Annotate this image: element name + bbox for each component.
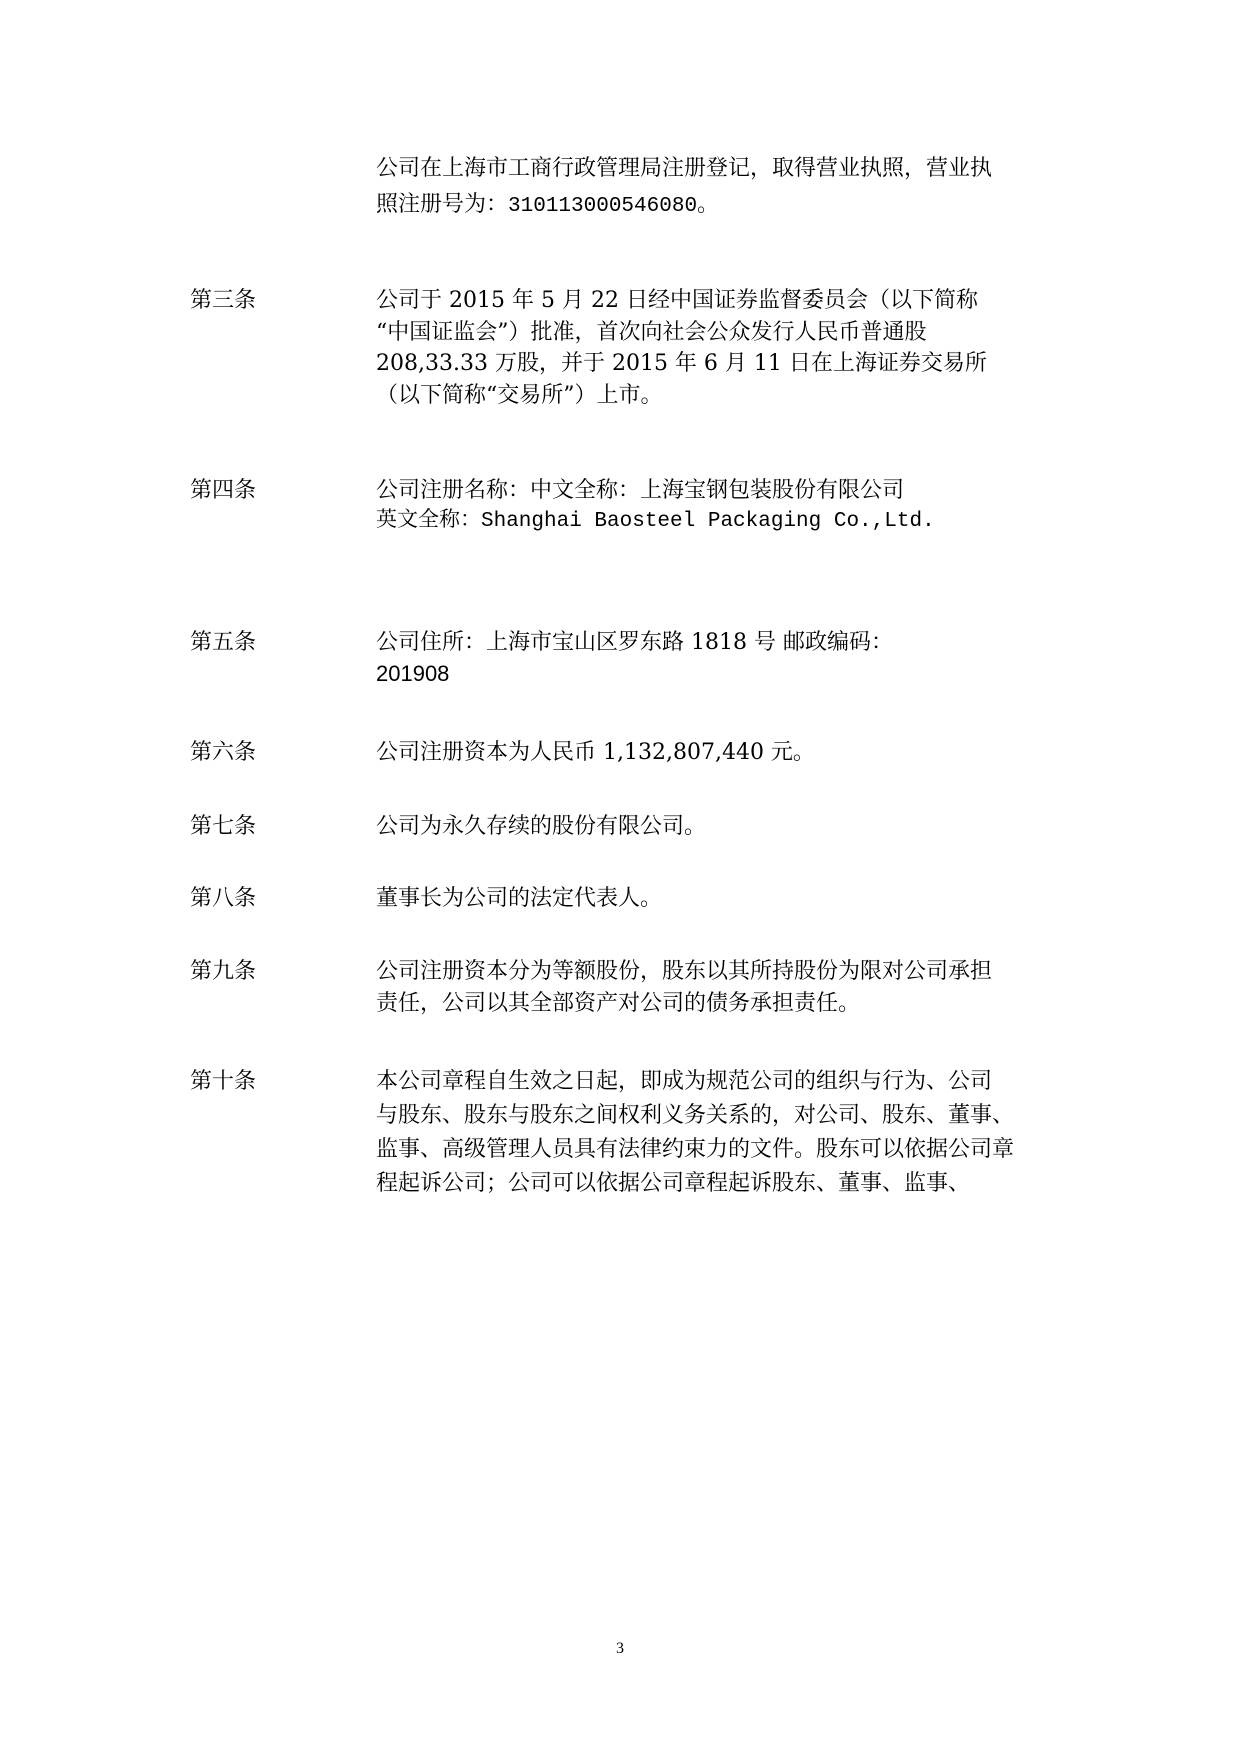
continuation-line-1: 公司在上海市工商行政管理局注册登记，取得营业执照，营业执 <box>376 156 993 181</box>
article-10-line-2: 与股东、股东与股东之间权利义务关系的，对公司、股东、董事、 <box>376 1103 1015 1128</box>
article-6-label: 第六条 <box>190 740 257 765</box>
article-5-label: 第五条 <box>190 630 257 655</box>
continuation-line-2 <box>376 188 719 224</box>
article-7-line-1: 公司为永久存续的股份有限公司。 <box>376 814 707 839</box>
article-3-label: 第三条 <box>190 288 257 313</box>
article-10-line-4: 程起诉公司；公司可以依据公司章程起诉股东、董事、监事、 <box>376 1171 971 1196</box>
article-9-line-2: 责任，公司以其全部资产对公司的债务承担责任。 <box>376 991 861 1016</box>
article-4-line-2: 英文全称：Shanghai Baosteel Packaging Co.,Ltd. <box>376 510 935 533</box>
article-5-line-2: 201908 <box>376 661 450 686</box>
article-3-line-3: 208,33.33 万股，并于 2015 年 6 月 11 日在上海证券交易所 <box>376 351 987 376</box>
article-6-line-1: 公司注册资本为人民币 1,132,807,440 元。 <box>376 740 815 765</box>
article-3-line-4: （以下简称“交易所”）上市。 <box>376 383 663 408</box>
page-number: 3 <box>616 1640 624 1657</box>
registration-suffix: 。 <box>697 192 720 217</box>
article-10-line-3: 监事、高级管理人员具有法律约束力的文件。股东可以依据公司章 <box>376 1137 1015 1162</box>
article-9-line-1: 公司注册资本分为等额股份，股东以其所持股份为限对公司承担 <box>376 959 993 984</box>
article-5-line-1: 公司住所：上海市宝山区罗东路 1818 号 邮政编码： <box>376 630 893 655</box>
article-4-line-1: 公司注册名称：中文全称：上海宝钢包装股份有限公司 <box>376 478 905 503</box>
article-10-label: 第十条 <box>190 1069 257 1094</box>
article-8-label: 第八条 <box>190 886 257 911</box>
article-7-label: 第七条 <box>190 814 257 839</box>
article-3-line-1: 公司于 2015 年 5 月 22 日经中国证券监督委员会（以下简称 <box>376 288 978 313</box>
article-10-line-1: 本公司章程自生效之日起，即成为规范公司的组织与行为、公司 <box>376 1069 993 1094</box>
article-8-line-1: 董事长为公司的法定代表人。 <box>376 886 663 911</box>
article-4-label: 第四条 <box>190 478 257 503</box>
article-9-label: 第九条 <box>190 959 257 984</box>
registration-label: 照注册号为： <box>376 192 509 217</box>
registration-number: 310113000546080 <box>508 195 698 218</box>
article-3-line-2: “中国证监会”）批准，首次向社会公众发行人民币普通股 <box>376 320 927 345</box>
